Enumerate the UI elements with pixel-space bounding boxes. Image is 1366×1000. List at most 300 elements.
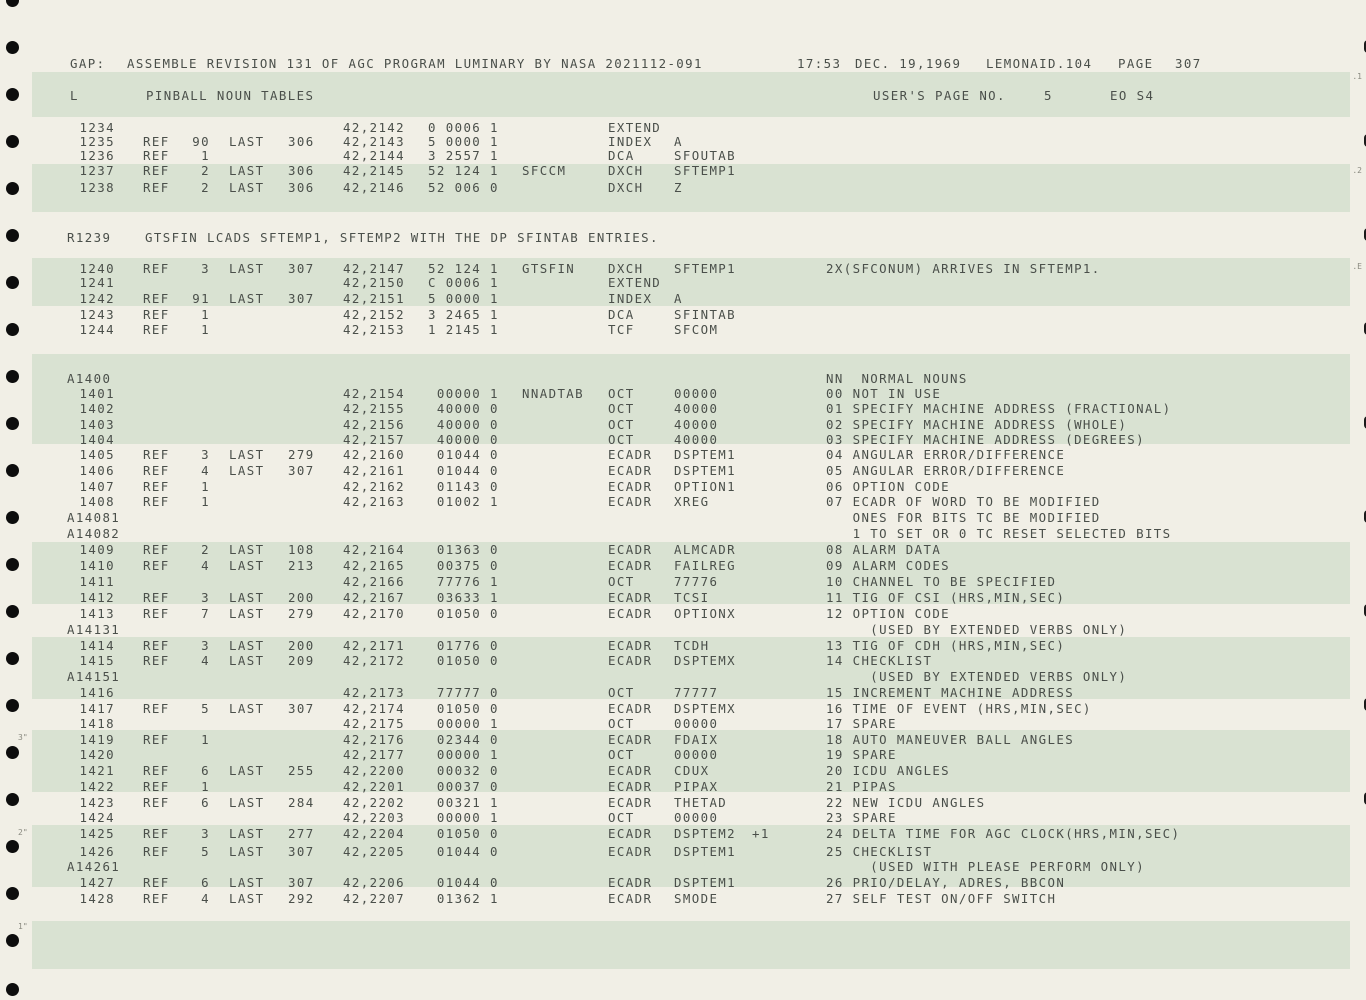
listing-op: EXTEND [608,275,662,290]
listing-code: 00000 1 [428,716,499,731]
listing-r: 1 [201,307,210,322]
listing-op: TCF [608,322,635,337]
listing-n: A14131 [67,622,121,637]
listing-n: 1413 [79,606,115,621]
listing-code: 01044 0 [428,447,499,462]
listing-operand: DSPTEMX [674,653,737,668]
listing-comment: 17 SPARE [826,716,897,731]
listing-op: ECADR [608,779,653,794]
listing-op: OCT [608,417,635,432]
listing-comment: NN NORMAL NOUNS [826,371,968,386]
listing-operand: 77777 [674,685,719,700]
listing-n: 1402 [79,401,115,416]
listing-r: 3 [201,590,210,605]
listing-operand: ALMCADR [674,542,737,557]
listing-lb: LAST [229,447,265,462]
listing-comment: 2X(SFCONUM) ARRIVES IN SFTEMP1. [826,261,1101,276]
listing-addr: 42,2206 [343,875,406,890]
listing-n: 1235 [79,134,115,149]
listing-lp: 306 [288,180,315,195]
listing-lb: LAST [229,763,265,778]
listing-lp: 307 [288,701,315,716]
listing-lb: LAST [229,134,265,149]
listing-line [0,120,1366,135]
listing-addr: 42,2174 [343,701,406,716]
listing-n: 1401 [79,386,115,401]
listing-addr: 42,2200 [343,763,406,778]
listing-ref: REF [143,291,170,306]
listing-op: OCT [608,810,635,825]
listing-addr: 42,2154 [343,386,406,401]
listing-ref: REF [143,732,170,747]
listing-comment: 20 ICDU ANGLES [826,763,951,778]
listing-lp: 307 [288,261,315,276]
listing-ref: REF [143,261,170,276]
listing-op: OCT [608,747,635,762]
listing-ref: REF [143,463,170,478]
listing-n: 1242 [79,291,115,306]
listing-line [0,716,1366,731]
feed-hole [6,0,19,7]
listing-lp: 200 [288,638,315,653]
listing-ref: REF [143,701,170,716]
listing-r: 5 [201,844,210,859]
listing-comment: 24 DELTA TIME FOR AGC CLOCK(HRS,MIN,SEC) [826,826,1181,841]
listing-code: 3 2465 1 [428,307,499,322]
listing-n: 1416 [79,685,115,700]
listing-operand: SFCOM [674,322,719,337]
listing-operand: CDUX [674,763,710,778]
feed-hole [6,88,19,101]
listing-lp: 279 [288,606,315,621]
listing-r: 4 [201,558,210,573]
listing-code: 01050 0 [428,606,499,621]
listing-n: 1420 [79,747,115,762]
listing-addr: 42,2172 [343,653,406,668]
listing-comment: (USED WITH PLEASE PERFORM ONLY) [826,859,1145,874]
listing-op: ECADR [608,875,653,890]
listing-n: 1411 [79,574,115,589]
ruler-mark: 1" [18,922,28,931]
listing-r: 2 [201,180,210,195]
listing-addr: 42,2203 [343,810,406,825]
listing-code: 40000 0 [428,432,499,447]
listing-comment: 04 ANGULAR ERROR/DIFFERENCE [826,447,1066,462]
listing-comment: 01 SPECIFY MACHINE ADDRESS (FRACTIONAL) [826,401,1172,416]
listing-operand: FAILREG [674,558,737,573]
listing-operand: SFOUTAB [674,148,737,163]
listing-r: 90 [192,134,210,149]
listing-addr: 42,2205 [343,844,406,859]
listing-code: 01143 0 [428,479,499,494]
listing-comment: (USED BY EXTENDED VERBS ONLY) [826,669,1128,684]
listing-line [0,134,1366,149]
listing-addr: 42,2153 [343,322,406,337]
listing-op: DCA [608,148,635,163]
listing-lp: 307 [288,463,315,478]
listing-lb: LAST [229,590,265,605]
listing-r: 4 [201,891,210,906]
listing-lp: 307 [288,875,315,890]
header-page-label: PAGE [1118,56,1154,71]
listing-r: 1 [201,732,210,747]
listing-comment: 13 TIG OF CDH (HRS,MIN,SEC) [826,638,1066,653]
listing-n: A14261 [67,859,121,874]
listing-operand: DSPTEM1 [674,875,737,890]
listing-code: 01776 0 [428,638,499,653]
listing-n: 1424 [79,810,115,825]
listing-n: 1236 [79,148,115,163]
section-type: L [70,88,79,103]
listing-op: ECADR [608,826,653,841]
ruler-mark: 2" [18,828,28,837]
listing-op: ECADR [608,732,653,747]
listing-lb: LAST [229,891,265,906]
listing-operand: SMODE [674,891,719,906]
listing-lp: 307 [288,291,315,306]
listing-op: DXCH [608,261,644,276]
listing-operand: THETAD [674,795,728,810]
listing-n: R1239 [67,230,112,245]
listing-n: 1418 [79,716,115,731]
listing-operand: DSPTEM1 [674,447,737,462]
listing-op: ECADR [608,844,653,859]
listing-operand: SFINTAB [674,307,737,322]
users-page-label: USER'S PAGE NO. [873,88,1006,103]
listing-ref: REF [143,163,170,178]
listing-r: 1 [201,322,210,337]
listing-lp: 284 [288,795,315,810]
listing-line [0,180,1366,195]
listing-code: 01044 0 [428,844,499,859]
listing-addr: 42,2202 [343,795,406,810]
feed-hole [6,41,19,54]
listing-comment: 05 ANGULAR ERROR/DIFFERENCE [826,463,1066,478]
listing-extra: +1 [752,826,770,841]
listing-ref: REF [143,148,170,163]
margin-mark: .1 [1352,72,1362,81]
listing-comment: 03 SPECIFY MACHINE ADDRESS (DEGREES) [826,432,1145,447]
listing-operand: DSPTEMX [674,701,737,716]
listing-n: A1400 [67,371,112,386]
listing-line [0,795,1366,810]
listing-operand: Z [674,180,683,195]
listing-code: 52 006 0 [428,180,499,195]
listing-r: 3 [201,447,210,462]
listing-op: INDEX [608,291,653,306]
listing-code: 01044 0 [428,875,499,890]
listing-n: 1238 [79,180,115,195]
listing-ref: REF [143,590,170,605]
listing-lp: 292 [288,891,315,906]
margin-mark: .E [1352,262,1362,271]
listing-lb: LAST [229,180,265,195]
listing-code: 52 124 1 [428,163,499,178]
listing-n: 1410 [79,558,115,573]
listing-comment: 06 OPTION CODE [826,479,951,494]
listing-comment: 27 SELF TEST ON/OFF SWITCH [826,891,1057,906]
listing-code: 5 0000 1 [428,134,499,149]
listing-r: 3 [201,261,210,276]
listing-operand: 00000 [674,747,719,762]
listing-line [0,275,1366,290]
listing-operand: SFTEMP1 [674,261,737,276]
listing-line [0,386,1366,401]
listing-addr: 42,2164 [343,542,406,557]
listing-op: DXCH [608,180,644,195]
listing-addr: 42,2165 [343,558,406,573]
listing-comment: 08 ALARM DATA [826,542,942,557]
listing-op: ECADR [608,763,653,778]
listing-operand: 00000 [674,810,719,825]
listing-lb: LAST [229,291,265,306]
listing-code: 01362 1 [428,891,499,906]
listing-line [0,685,1366,700]
listing-line [0,322,1366,337]
listing-ref: REF [143,891,170,906]
listing-ref: REF [143,479,170,494]
listing-operand: TCDH [674,638,710,653]
listing-n: 1415 [79,653,115,668]
listing-lb: LAST [229,795,265,810]
listing-lp: 307 [288,844,315,859]
margin-mark: .2 [1352,166,1362,175]
listing-addr: 42,2145 [343,163,406,178]
listing-code: 1 2145 1 [428,322,499,337]
listing-code: 77776 1 [428,574,499,589]
listing-addr: 42,2150 [343,275,406,290]
listing-addr: 42,2171 [343,638,406,653]
listing-op: OCT [608,432,635,447]
listing-line [0,859,1366,874]
users-page-number: 5 [1044,88,1053,103]
listing-lp: 279 [288,447,315,462]
listing-operand: 00000 [674,386,719,401]
listing-ref: REF [143,307,170,322]
listing-addr: 42,2163 [343,494,406,509]
listing-line [0,763,1366,778]
listing-op: ECADR [608,542,653,557]
listing-lb: LAST [229,875,265,890]
listing-lp: 209 [288,653,315,668]
listing-addr: 42,2161 [343,463,406,478]
listing-op: ECADR [608,701,653,716]
listing-code: 01044 0 [428,463,499,478]
listing-comment: 02 SPECIFY MACHINE ADDRESS (WHOLE) [826,417,1128,432]
listing-comment: 15 INCREMENT MACHINE ADDRESS [826,685,1075,700]
listing-comment: 14 CHECKLIST [826,653,933,668]
listing-comment: 11 TIG OF CSI (HRS,MIN,SEC) [826,590,1066,605]
listing-lb: LAST [229,653,265,668]
listing-ref: REF [143,606,170,621]
listing-line [0,526,1366,541]
listing-code: 40000 0 [428,417,499,432]
listing-ref: REF [143,558,170,573]
listing-addr: 42,2155 [343,401,406,416]
listing-n: 1414 [79,638,115,653]
listing-ref: REF [143,447,170,462]
listing-addr: 42,2146 [343,180,406,195]
listing-n: 1234 [79,120,115,135]
listing-n: 1403 [79,417,115,432]
listing-lp: 200 [288,590,315,605]
listing-ref: REF [143,494,170,509]
header-program: ASSEMBLE REVISION 131 OF AGC PROGRAM LUMINARY BY NASA 2021112-091 [127,56,703,71]
listing-code: 5 0000 1 [428,291,499,306]
listing-addr: 42,2175 [343,716,406,731]
listing-line [0,844,1366,859]
listing-op: ECADR [608,494,653,509]
listing-line [0,542,1366,557]
listing-ref: REF [143,542,170,557]
listing-r: 1 [201,779,210,794]
listing-line [0,701,1366,716]
listing-operand: A [674,291,683,306]
listing-code: 01002 1 [428,494,499,509]
listing-code: 52 124 1 [428,261,499,276]
listing-comment: 00 NOT IN USE [826,386,942,401]
listing-n: 1412 [79,590,115,605]
listing-sym: GTSFIN [522,261,576,276]
listing-code: 00000 1 [428,386,499,401]
listing-op: ECADR [608,463,653,478]
listing-comment: 12 OPTION CODE [826,606,951,621]
listing-n: 1417 [79,701,115,716]
listing-line [0,747,1366,762]
listing-n: 1409 [79,542,115,557]
listing-sym: NNADTAB [522,386,585,401]
listing-sym: SFCCM [522,163,567,178]
listing-line [0,307,1366,322]
section-title: PINBALL NOUN TABLES [146,88,315,103]
listing-lp: 306 [288,163,315,178]
listing-line [0,479,1366,494]
listing-addr: 42,2147 [343,261,406,276]
listing-operand: DSPTEM1 [674,844,737,859]
listing-operand: A [674,134,683,149]
listing-n: 1240 [79,261,115,276]
listing-lp: 306 [288,134,315,149]
listing-op: OCT [608,386,635,401]
listing-operand: FDAIX [674,732,719,747]
listing-n: A14082 [67,526,121,541]
listing-comment: 22 NEW ICDU ANGLES [826,795,986,810]
listing-operand: SFTEMP1 [674,163,737,178]
listing-addr: 42,2156 [343,417,406,432]
listing-n: 1426 [79,844,115,859]
listing-n: 1423 [79,795,115,810]
listing-addr: 42,2160 [343,447,406,462]
listing-comment: 26 PRIO/DELAY, ADRES, BBCON [826,875,1066,890]
listing-line [0,638,1366,653]
listing-ref: REF [143,322,170,337]
listing-text: GTSFIN LCADS SFTEMP1, SFTEMP2 WITH THE DP SFINTAB ENTRIES. [145,230,659,245]
listing-line [0,574,1366,589]
header-page-number: 307 [1175,56,1202,71]
listing-line [0,447,1366,462]
listing-r: 3 [201,638,210,653]
listing-line [0,261,1366,276]
header-tool: LEMONAID.104 [986,56,1093,71]
listing-line [0,558,1366,573]
listing-line [0,401,1366,416]
listing-line [0,163,1366,178]
listing-comment: 09 ALARM CODES [826,558,951,573]
listing-n: 1421 [79,763,115,778]
listing-code: 01050 0 [428,701,499,716]
listing-comment: 19 SPARE [826,747,897,762]
listing-r: 3 [201,826,210,841]
listing-comment: 16 TIME OF EVENT (HRS,MIN,SEC) [826,701,1092,716]
listing-r: 2 [201,163,210,178]
listing-addr: 42,2152 [343,307,406,322]
listing-addr: 42,2207 [343,891,406,906]
listing-n: 1408 [79,494,115,509]
listing-operand: 40000 [674,417,719,432]
listing-n: 1237 [79,163,115,178]
listing-addr: 42,2167 [343,590,406,605]
listing-r: 2 [201,542,210,557]
listing-ref: REF [143,653,170,668]
listing-op: ECADR [608,447,653,462]
listing-comment: 21 PIPAS [826,779,897,794]
listing-addr: 42,2204 [343,826,406,841]
listing-op: DCA [608,307,635,322]
listing-addr: 42,2162 [343,479,406,494]
listing-line [0,810,1366,825]
listing-line [0,432,1366,447]
listing-ref: REF [143,779,170,794]
listing-line [0,291,1366,306]
listing-code: 00000 1 [428,747,499,762]
header-date: DEC. 19,1969 [855,56,962,71]
listing-line [0,891,1366,906]
listing-n: 1404 [79,432,115,447]
listing-r: 4 [201,463,210,478]
listing-addr: 42,2157 [343,432,406,447]
listing-addr: 42,2176 [343,732,406,747]
listing-r: 6 [201,795,210,810]
feed-hole [6,934,19,947]
listing-comment: 1 TO SET OR 0 TC RESET SELECTED BITS [826,526,1172,541]
listing-addr: 42,2201 [343,779,406,794]
listing-operand: OPTION1 [674,479,737,494]
listing-line [0,732,1366,747]
listing-n: 1425 [79,826,115,841]
listing-code: C 0006 1 [428,275,499,290]
listing-n: 1422 [79,779,115,794]
listing-comment: 25 CHECKLIST [826,844,933,859]
listing-lb: LAST [229,163,265,178]
listing-code: 40000 0 [428,401,499,416]
listing-addr: 42,2144 [343,148,406,163]
listing-line [0,653,1366,668]
listing-r: 1 [201,479,210,494]
listing-r: 6 [201,875,210,890]
listing-r: 6 [201,763,210,778]
listing-op: ECADR [608,606,653,621]
listing-op: ECADR [608,638,653,653]
listing-line [0,230,1366,245]
listing-n: A14151 [67,669,121,684]
listing-line [0,463,1366,478]
listing-comment: 18 AUTO MANEUVER BALL ANGLES [826,732,1075,747]
listing-line [0,417,1366,432]
listing-lp: 277 [288,826,315,841]
listing-op: EXTEND [608,120,662,135]
listing-lb: LAST [229,558,265,573]
listing-ref: REF [143,763,170,778]
